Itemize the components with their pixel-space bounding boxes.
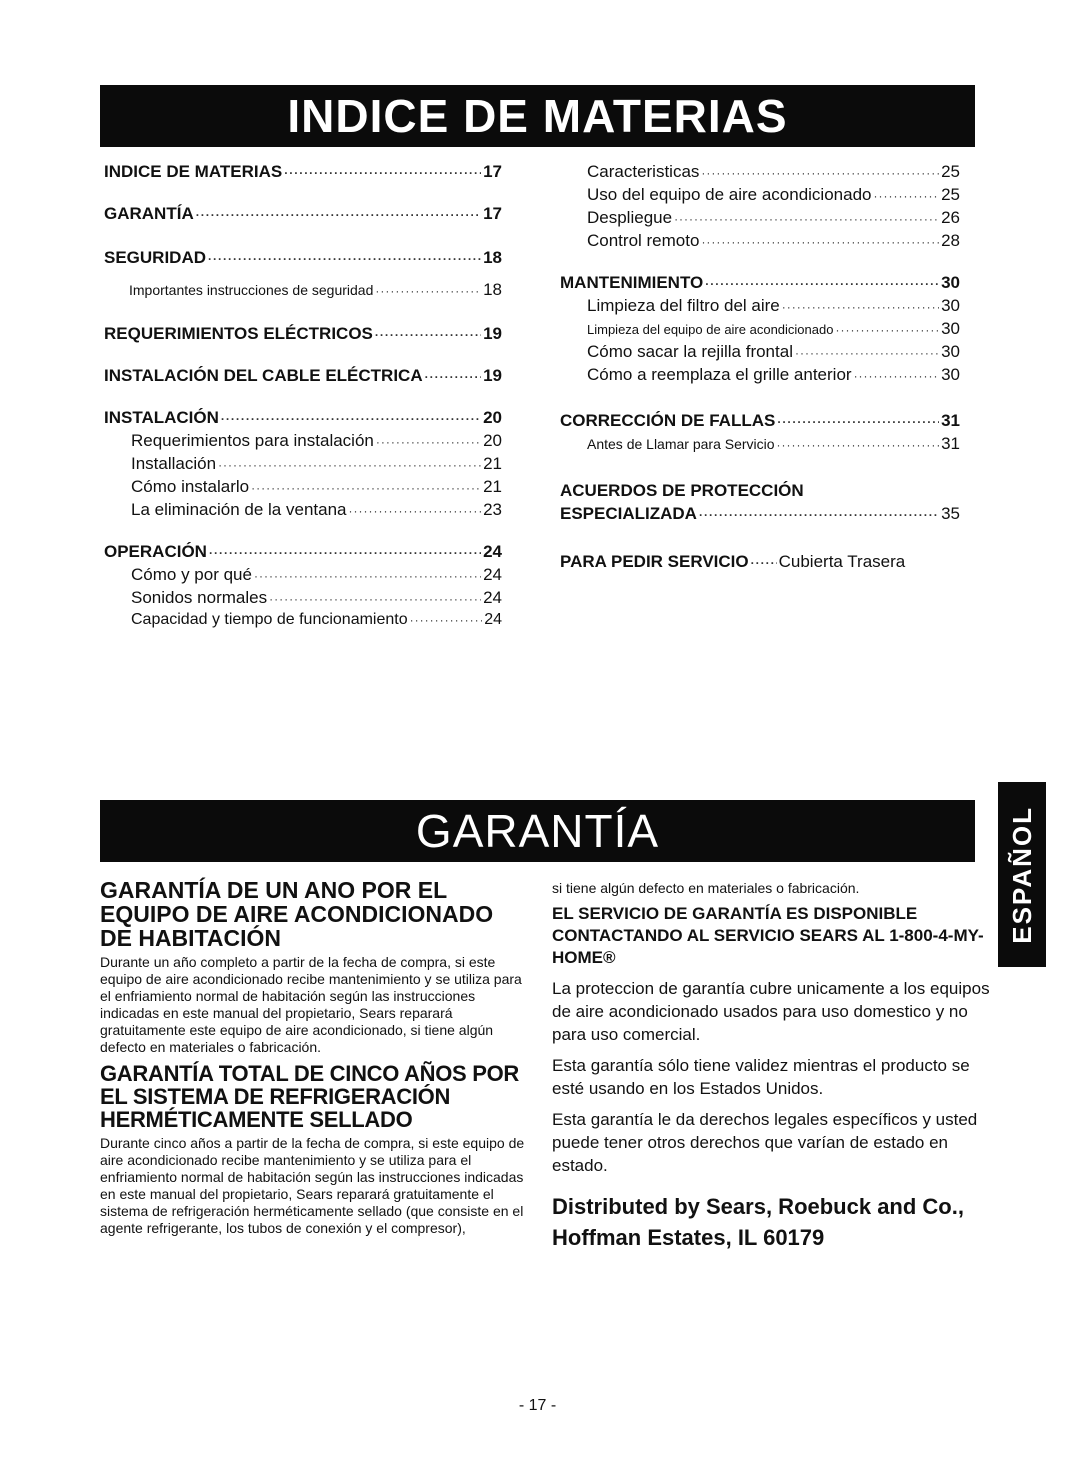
warranty-service-notice: EL SERVICIO DE GARANTÍA ES DISPONIBLE CONTACTANDO AL SERVICIO SEARS AL 1-800-4-MY-HOME® <box>552 904 984 967</box>
toc-entry[interactable]: Importantes instrucciones de seguridad ····· 18 <box>104 280 502 300</box>
toc-entry[interactable]: REQUERIMIENTOS ELÉCTRICOS ····· 19 <box>104 324 502 344</box>
toc-entry[interactable]: Limpieza del filtro del aire ····· 30 <box>560 296 960 316</box>
toc-entry[interactable]: Uso del equipo de aire acondicionado ····· 25 <box>560 185 960 205</box>
toc-entry[interactable]: Installación ····· 21 <box>104 454 502 474</box>
language-side-tab: ESPAÑOL <box>998 782 1046 967</box>
toc-entry[interactable]: Limpieza del equipo de aire acondicionado ····· 30 <box>560 319 960 339</box>
toc-entry[interactable]: PARA PEDIR SERVICIO ····· Cubierta Trasera <box>560 552 960 572</box>
toc-entry[interactable]: Caracteristicas ····· 25 <box>560 162 960 182</box>
toc-entry[interactable]: La eliminación de la ventana ····· 23 <box>104 500 502 520</box>
toc-left-column <box>104 160 502 629</box>
toc-entry[interactable]: Cómo instalarlo ····· 21 <box>104 477 502 497</box>
toc-entry[interactable]: Requerimientos para instalación ····· 20 <box>104 431 502 451</box>
warranty-right-column <box>552 880 992 1275</box>
toc-entry[interactable]: Despliegue ····· 26 <box>560 208 960 228</box>
toc-entry[interactable]: CORRECCIÓN DE FALLAS ····· 31 <box>560 411 960 431</box>
warranty-title-banner: GARANTÍA <box>100 800 975 862</box>
one-year-warranty-text: Durante un año completo a partir de la fecha de compra, si este equipo de aire acondicionado recibe mantenimiento y se utiliza para el enfriamiento normal de habitación según las instrucciones indicadas en este manual del propietario, Sears reparará gratuitamente este equipo de aire acondicionado, si tiene algún defecto en materiales o fabricación. <box>100 954 522 1055</box>
warranty-continuation: si tiene algún defecto en materiales o fabricación. <box>552 880 860 896</box>
toc-entry[interactable]: ESPECIALIZADA ····· 35 <box>560 504 960 524</box>
toc-entry[interactable]: Sonidos normales ····· 24 <box>104 588 502 608</box>
toc-entry[interactable]: MANTENIMIENTO ····· 30 <box>560 273 960 293</box>
toc-title-banner: INDICE DE MATERIAS <box>100 85 975 147</box>
toc-entry[interactable]: Control remoto ····· 28 <box>560 231 960 251</box>
five-year-warranty-heading: GARANTÍA TOTAL DE CINCO AÑOS POR EL SISTEMA DE REFRIGERACIÓN HERMÉTICAMENTE SELLADO <box>100 1061 520 1132</box>
toc-entry[interactable]: SEGURIDAD ····· 18 <box>104 248 502 268</box>
toc-entry[interactable]: GARANTÍA ····· 17 <box>104 204 502 224</box>
toc-entry[interactable]: INSTALACIÓN DEL CABLE ELÉCTRICA ····· 19 <box>104 366 502 386</box>
distributor-line: Distributed by Sears, Roebuck and Co., Hoffman Estates, IL 60179 <box>552 1194 964 1250</box>
one-year-warranty-heading: GARANTÍA DE UN ANO POR EL EQUIPO DE AIRE ACONDICIONADO DE HABITACIÓN <box>100 877 494 951</box>
toc-entry[interactable]: Cómo y por qué ····· 24 <box>104 565 502 585</box>
warranty-coverage-text: La proteccion de garantía cubre unicamente a los equipos de aire acondicionado usados para uso domestico y no para uso comercial. <box>552 979 990 1044</box>
five-year-warranty-text: Durante cinco años a partir de la fecha de compra, si este equipo de aire acondicionado recibe mantenimiento y se utiliza para el enfriamiento normal de habitación según las instrucciones indicadas en este manual del propietario, Sears reparará gratuitamente el sistema de refrigeración herméticamente sellado (que consiste en el agente refrigerante, los tubos de conexión y el compresor), <box>100 1135 525 1236</box>
toc-entry[interactable]: Antes de Llamar para Servicio ····· 31 <box>560 434 960 454</box>
toc-entry[interactable]: INDICE DE MATERIAS ····· 17 <box>104 162 502 182</box>
warranty-validity-text: Esta garantía sólo tiene validez mientras el producto se esté usando en los Estados Unidos. <box>552 1056 970 1098</box>
toc-entry[interactable]: Cómo sacar la rejilla frontal ····· 30 <box>560 342 960 362</box>
toc-right-column <box>560 160 960 572</box>
toc-entry[interactable]: INSTALACIÓN ····· 20 <box>104 408 502 428</box>
toc-entry[interactable]: Capacidad y tiempo de funcionamiento ····· 24 <box>104 611 502 629</box>
warranty-left-column <box>100 878 525 1243</box>
toc-entry[interactable]: Cómo a reemplaza el grille anterior ····· 30 <box>560 365 960 385</box>
toc-entry[interactable]: OPERACIÓN ····· 24 <box>104 542 502 562</box>
toc-entry-heading[interactable]: ACUERDOS DE PROTECCIÓN <box>560 481 804 500</box>
page-number: - 17 - <box>518 1397 557 1414</box>
warranty-rights-text: Esta garantía le da derechos legales específicos y usted puede tener otros derechos que varían de estado en estado. <box>552 1110 978 1175</box>
